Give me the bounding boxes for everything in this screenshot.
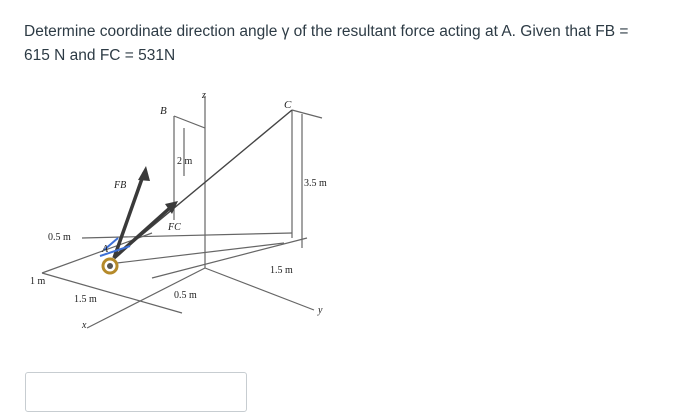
rail-4 (117, 243, 284, 263)
b-label: B (160, 105, 167, 117)
fb-label: FB (114, 180, 127, 191)
question-line-1: Determine coordinate direction angle γ of the resultant force acting at A. Given that FB = (24, 23, 629, 40)
dim-3-5m-label: 3.5 m (304, 178, 327, 189)
dim-1m-label: 1 m (30, 276, 46, 287)
y-label: y (318, 305, 323, 316)
x-label: x (82, 320, 87, 331)
question-text (24, 20, 674, 68)
z-label: z (202, 90, 206, 101)
dim-1-5m-left-label: 1.5 m (74, 294, 97, 305)
rail-3 (82, 233, 292, 238)
rail-2 (42, 273, 182, 313)
dim-0-5m-left-label: 0.5 m (48, 232, 71, 243)
a-label: A (102, 244, 109, 255)
force-diagram-svg (22, 88, 362, 348)
question-line-2: 615 N and FC = 531N (24, 47, 176, 64)
b-top-edge (174, 116, 205, 128)
dim-2m-label: 2 m (177, 156, 193, 167)
answer-input[interactable] (25, 372, 247, 412)
fc-label: FC (168, 222, 181, 233)
dim-1-5m-right-label: 1.5 m (270, 265, 293, 276)
y-axis-line (205, 268, 314, 310)
c-label: C (284, 99, 292, 111)
dim-0-5m-bottom-label: 0.5 m (174, 290, 197, 301)
c-top-edge (292, 110, 322, 118)
force-diagram (22, 88, 362, 348)
